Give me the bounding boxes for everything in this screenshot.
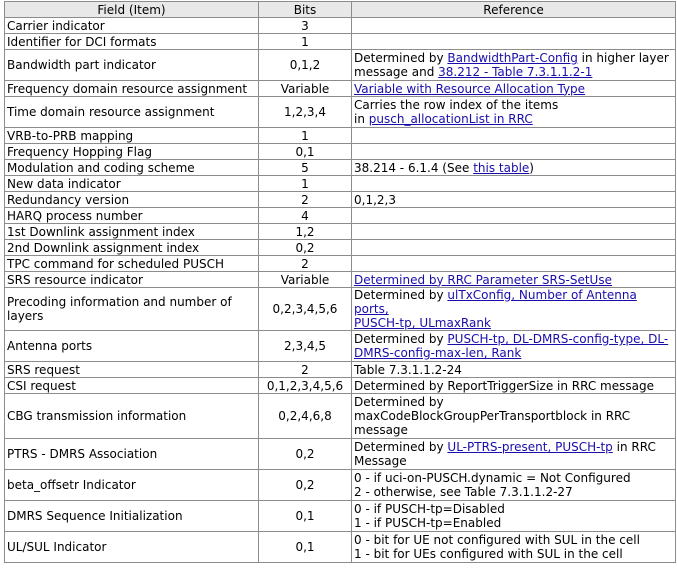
reference-text: 0 - if PUSCH-tp=Disabled xyxy=(354,502,505,516)
reference-cell xyxy=(352,501,676,532)
reference-cell xyxy=(352,362,676,378)
header-field: Field (Item) xyxy=(5,2,259,18)
reference-cell xyxy=(352,18,676,34)
header-row xyxy=(5,2,676,18)
reference-link[interactable]: 38.212 - Table 7.3.1.1.2-1 xyxy=(438,65,593,79)
reference-text: message and xyxy=(354,65,439,79)
reference-line xyxy=(354,395,673,409)
field-cell: PTRS - DMRS Association xyxy=(5,439,259,470)
reference-cell xyxy=(352,378,676,394)
table-row xyxy=(5,331,676,362)
reference-cell xyxy=(352,128,676,144)
reference-text: 38.214 - 6.1.4 (See xyxy=(354,160,474,175)
reference-cell xyxy=(352,224,676,240)
field-cell: Frequency Hopping Flag xyxy=(5,144,259,160)
reference-text: Carries the row index of the items xyxy=(354,98,559,112)
reference-text: message xyxy=(354,423,408,437)
bits-cell: Variable xyxy=(259,81,352,97)
reference-line xyxy=(354,98,673,112)
reference-link[interactable]: ulTxConfig, Number of Antenna ports, xyxy=(354,288,637,316)
reference-link[interactable]: pusch_allocationList in RRC xyxy=(368,112,533,126)
reference-cell xyxy=(352,192,676,208)
field-cell: SRS request xyxy=(5,362,259,378)
reference-text: Message xyxy=(354,454,407,468)
reference-line xyxy=(354,379,673,393)
reference-line xyxy=(354,65,673,79)
reference-text: 0,1,2,3 xyxy=(354,192,396,207)
field-cell: Bandwidth part indicator xyxy=(5,50,259,81)
table-row xyxy=(5,394,676,439)
reference-cell xyxy=(352,331,676,362)
bits-cell: 0,2 xyxy=(259,240,352,256)
reference-link[interactable]: this table xyxy=(473,160,530,175)
field-cell: Antenna ports xyxy=(5,331,259,362)
field-cell: CBG transmission information xyxy=(5,394,259,439)
table-row xyxy=(5,192,676,208)
reference-line xyxy=(354,471,673,485)
table-row xyxy=(5,18,676,34)
bits-cell: 0,1 xyxy=(259,532,352,563)
field-cell: Time domain resource assignment xyxy=(5,97,259,128)
bits-cell: 0,1,2 xyxy=(259,50,352,81)
reference-line xyxy=(354,485,673,499)
field-cell: Identifier for DCI formats xyxy=(5,34,259,50)
reference-line xyxy=(354,82,673,96)
reference-text: Determined by xyxy=(354,288,448,302)
bits-cell: 0,1 xyxy=(259,144,352,160)
bits-cell: 2,3,4,5 xyxy=(259,331,352,362)
bits-cell: 1,2,3,4 xyxy=(259,97,352,128)
reference-link[interactable]: UL-PTRS-present, PUSCH-tp xyxy=(447,440,613,454)
reference-line xyxy=(354,273,673,287)
reference-line xyxy=(354,51,673,65)
table-row xyxy=(5,208,676,224)
bits-cell: 1 xyxy=(259,34,352,50)
reference-text: Determined by xyxy=(354,440,448,454)
bits-cell: 0,2,4,6,8 xyxy=(259,394,352,439)
reference-cell xyxy=(352,97,676,128)
reference-line xyxy=(354,161,673,175)
field-cell: Frequency domain resource assignment xyxy=(5,81,259,97)
reference-text: 0 - bit for UE not configured with SUL in the cell xyxy=(354,533,640,547)
reference-cell xyxy=(352,272,676,288)
reference-line xyxy=(354,533,673,547)
reference-line xyxy=(354,346,673,360)
bits-cell: 2 xyxy=(259,256,352,272)
table-row xyxy=(5,160,676,176)
reference-cell xyxy=(352,256,676,272)
field-cell: SRS resource indicator xyxy=(5,272,259,288)
bits-cell: 1 xyxy=(259,128,352,144)
table-row xyxy=(5,176,676,192)
reference-cell xyxy=(352,50,676,81)
bits-cell: 2 xyxy=(259,192,352,208)
bits-cell: 1 xyxy=(259,176,352,192)
field-cell: HARQ process number xyxy=(5,208,259,224)
table-row xyxy=(5,362,676,378)
bits-cell: 2 xyxy=(259,362,352,378)
reference-line xyxy=(354,288,673,316)
reference-cell xyxy=(352,144,676,160)
reference-link[interactable]: Determined by RRC Parameter SRS-SetUse xyxy=(354,272,612,287)
reference-line xyxy=(354,332,673,346)
reference-text: 2 - otherwise, see Table 7.3.1.1.2-27 xyxy=(354,485,573,499)
reference-line xyxy=(354,112,673,126)
table-row xyxy=(5,288,676,331)
table-row xyxy=(5,272,676,288)
reference-line xyxy=(354,423,673,437)
reference-text: 0 - if uci-on-PUSCH.dynamic = Not Configured xyxy=(354,471,631,485)
field-cell: New data indicator xyxy=(5,176,259,192)
table-row xyxy=(5,81,676,97)
bits-cell: 0,2,3,4,5,6 xyxy=(259,288,352,331)
reference-text: 1 - bit for UEs configured with SUL in the cell xyxy=(354,547,623,561)
table-row xyxy=(5,378,676,394)
reference-text: Table 7.3.1.1.2-24 xyxy=(354,362,462,377)
field-cell: VRB-to-PRB mapping xyxy=(5,128,259,144)
reference-text: Determined by xyxy=(354,51,448,65)
reference-line xyxy=(354,440,673,454)
reference-line xyxy=(354,409,673,423)
bits-cell: 0,1 xyxy=(259,501,352,532)
table-row xyxy=(5,144,676,160)
field-cell: Redundancy version xyxy=(5,192,259,208)
reference-cell xyxy=(352,394,676,439)
field-cell: Modulation and coding scheme xyxy=(5,160,259,176)
field-cell: beta_offsetr Indicator xyxy=(5,470,259,501)
reference-text: in higher layer xyxy=(577,51,669,65)
field-cell: Carrier indicator xyxy=(5,18,259,34)
reference-cell xyxy=(352,208,676,224)
reference-line xyxy=(354,502,673,516)
bits-cell: 0,2 xyxy=(259,439,352,470)
field-cell: Precoding information and number of layers xyxy=(5,288,259,331)
bits-cell: 0,1,2,3,4,5,6 xyxy=(259,378,352,394)
reference-cell xyxy=(352,240,676,256)
reference-line xyxy=(354,363,673,377)
field-cell: CSI request xyxy=(5,378,259,394)
reference-text: in xyxy=(354,112,369,126)
reference-cell xyxy=(352,288,676,331)
table-row xyxy=(5,128,676,144)
reference-text: Determined by xyxy=(354,395,444,409)
reference-text: 1 - if PUSCH-tp=Enabled xyxy=(354,516,502,530)
bits-cell: 0,2 xyxy=(259,470,352,501)
bits-cell: 4 xyxy=(259,208,352,224)
table-row xyxy=(5,50,676,81)
table-row xyxy=(5,256,676,272)
reference-line xyxy=(354,193,673,207)
reference-text: maxCodeBlockGroupPerTransportblock in RRC xyxy=(354,409,631,423)
field-cell: 2nd Downlink assignment index xyxy=(5,240,259,256)
reference-cell xyxy=(352,439,676,470)
header-bits: Bits xyxy=(259,2,352,18)
reference-text: in RRC xyxy=(612,440,656,454)
reference-text: Determined by xyxy=(354,332,448,346)
table-row xyxy=(5,97,676,128)
reference-link[interactable]: PUSCH-tp, DL-DMRS-config-type, DL- xyxy=(447,332,669,346)
field-cell: DMRS Sequence Initialization xyxy=(5,501,259,532)
reference-link[interactable]: BandwidthPart-Config xyxy=(447,51,578,65)
reference-text: ) xyxy=(529,160,534,175)
table-row xyxy=(5,501,676,532)
table-row xyxy=(5,34,676,50)
reference-line xyxy=(354,316,673,330)
table-row xyxy=(5,439,676,470)
reference-line xyxy=(354,516,673,530)
reference-link[interactable]: Variable with Resource Allocation Type xyxy=(354,81,586,96)
reference-link[interactable]: DMRS-config-max-len, Rank xyxy=(354,346,522,360)
reference-line xyxy=(354,454,673,468)
reference-link[interactable]: PUSCH-tp, ULmaxRank xyxy=(354,316,491,330)
table-row xyxy=(5,532,676,563)
reference-cell xyxy=(352,34,676,50)
bits-cell: 3 xyxy=(259,18,352,34)
reference-cell xyxy=(352,470,676,501)
bits-cell: 5 xyxy=(259,160,352,176)
reference-cell xyxy=(352,160,676,176)
reference-text: Determined by ReportTriggerSize in RRC message xyxy=(354,378,654,393)
reference-line xyxy=(354,547,673,561)
field-cell: 1st Downlink assignment index xyxy=(5,224,259,240)
table-row xyxy=(5,470,676,501)
header-reference: Reference xyxy=(352,2,676,18)
bits-cell: 1,2 xyxy=(259,224,352,240)
field-cell: TPC command for scheduled PUSCH xyxy=(5,256,259,272)
reference-cell xyxy=(352,176,676,192)
reference-cell xyxy=(352,81,676,97)
reference-cell xyxy=(352,532,676,563)
field-cell: UL/SUL Indicator xyxy=(5,532,259,563)
table-row xyxy=(5,224,676,240)
table-row xyxy=(5,240,676,256)
dci-field-table xyxy=(4,1,676,563)
bits-cell: Variable xyxy=(259,272,352,288)
